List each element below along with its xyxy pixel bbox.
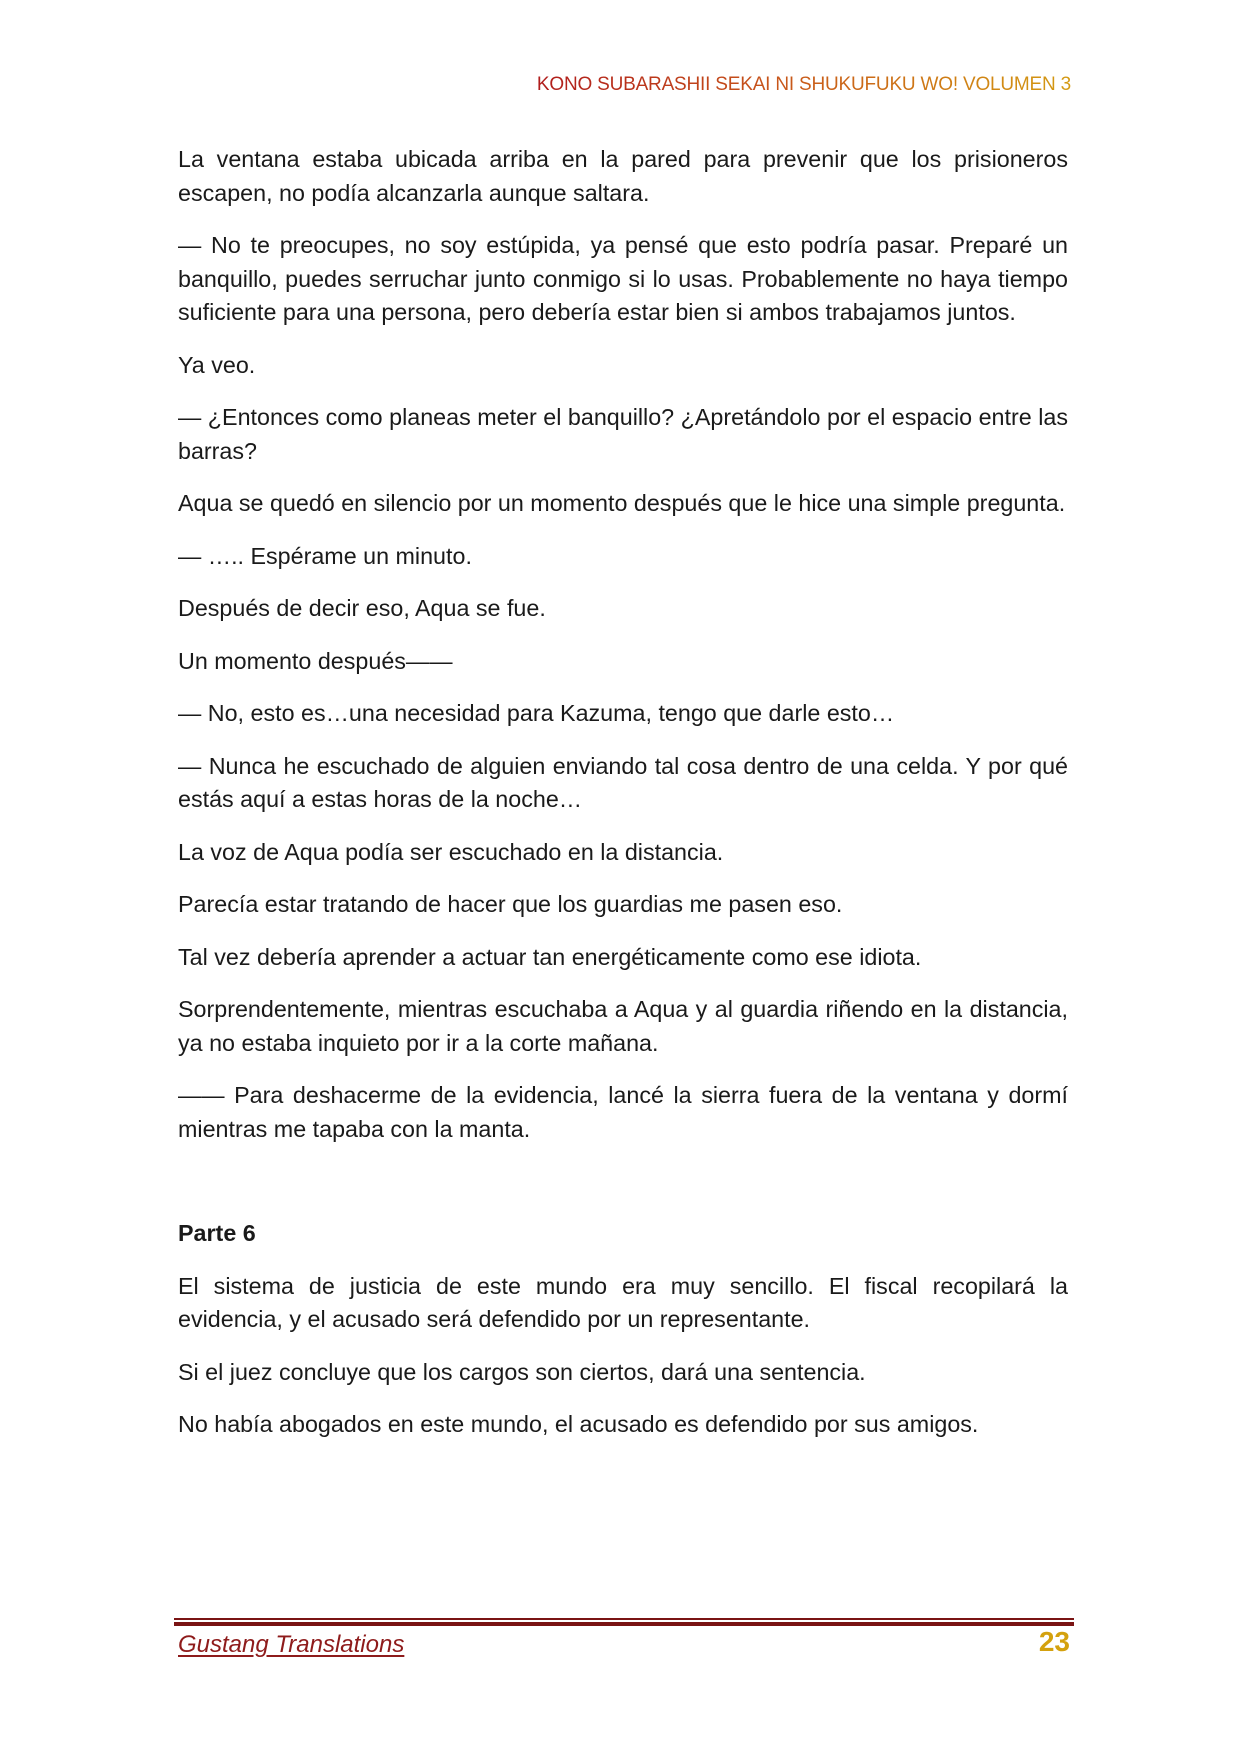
paragraph: Ya veo.	[178, 351, 256, 378]
paragraph: Después de decir eso, Aqua se fue.	[178, 595, 546, 621]
paragraph: Aqua se quedó en silencio por un momento después que le hice una simple pregunta.	[178, 490, 1066, 516]
paragraph: — No te preocupes, no soy estúpida, ya pensé que esto podría pasar. Preparé un banquillo, puedes serruchar junto conmigo si lo usas. Probablemente no haya tiempo suficiente para una persona, pero debería estar bien si ambos trabajamos juntos.	[178, 232, 1068, 325]
paragraph: Si el juez concluye que los cargos son ciertos, dará una sentencia.	[178, 1358, 866, 1385]
paragraph: Tal vez debería aprender a actuar tan energéticamente como ese idiota.	[178, 943, 922, 970]
paragraph: La voz de Aqua podía ser escuchado en la distancia.	[178, 838, 724, 865]
paragraph: El sistema de justicia de este mundo era muy sencillo. El fiscal recopilará la evidencia, y el acusado será defendido por un representante.	[178, 1272, 1068, 1332]
paragraph: — ….. Espérame un minuto.	[178, 542, 472, 569]
paragraph: —— Para deshacerme de la evidencia, lancé la sierra fuera de la ventana y dormí mientras me tapaba con la manta.	[178, 1082, 1068, 1142]
footer-divider-thin-line	[174, 1618, 1074, 1620]
paragraph: — No, esto es…una necesidad para Kazuma, tengo que darle esto…	[178, 700, 895, 726]
section-spacer	[178, 1165, 1068, 1217]
section-heading: Parte 6	[178, 1220, 256, 1246]
running-header: KONO SUBARASHII SEKAI NI SHUKUFUKU WO! VOLUMEN 3	[536, 74, 1071, 95]
paragraph: La ventana estaba ubicada arriba en la pared para prevenir que los prisioneros escapen, no podía alcanzarla aunque saltara.	[178, 146, 1068, 206]
paragraph: Parecía estar tratando de hacer que los guardias me pasen eso.	[178, 891, 843, 917]
paragraph: — ¿Entonces como planeas meter el banquillo? ¿Apretándolo por el espacio entre las barras?	[178, 404, 1068, 464]
footer-divider	[174, 1618, 1074, 1626]
page-number: 23	[1038, 1626, 1070, 1657]
paragraph: — Nunca he escuchado de alguien enviando tal cosa dentro de una celda. Y por qué estás aquí a estas horas de la noche…	[178, 752, 1068, 812]
paragraph: Sorprendentemente, mientras escuchaba a Aqua y al guardia riñendo en la distancia, ya no estaba inquieto por ir a la corte mañana.	[178, 996, 1068, 1056]
footer-credit: Gustang Translations	[178, 1631, 405, 1658]
paragraph: Un momento después——	[178, 647, 453, 674]
page-body	[178, 143, 1068, 1461]
footer-divider-thick-line	[174, 1622, 1074, 1626]
paragraph: No había abogados en este mundo, el acusado es defendido por sus amigos.	[178, 1411, 979, 1437]
